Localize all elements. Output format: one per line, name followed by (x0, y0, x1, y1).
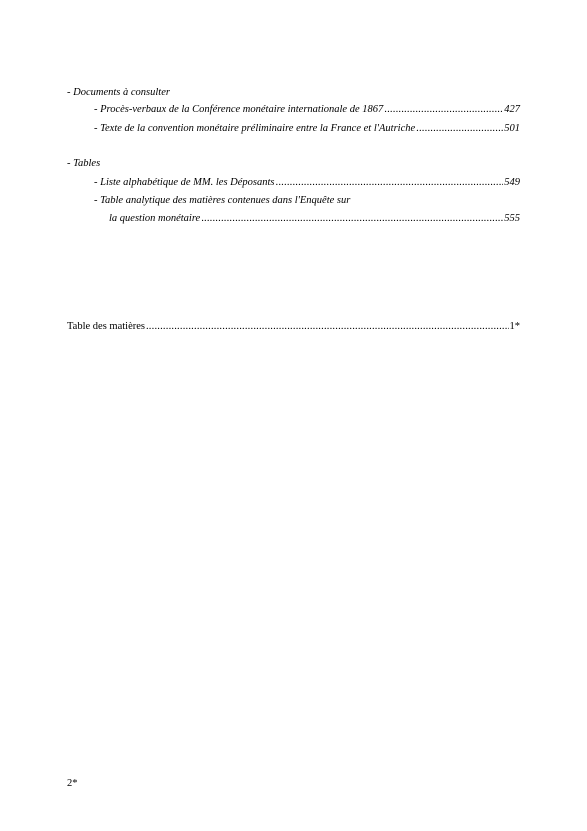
toc-page-number: 427 (504, 104, 520, 115)
leader-dots (201, 212, 503, 226)
toc-entry-label: Table des matières (67, 321, 145, 332)
toc-entry-label: la question monétaire (109, 213, 201, 224)
toc-entry-table-analytique-line1[interactable]: - Table analytique des matières contenues dans l'Enquête sur (94, 195, 351, 206)
toc-entry-liste-deposants[interactable] (94, 176, 520, 190)
toc-page-number: 549 (504, 177, 520, 188)
toc-page-number: 501 (504, 123, 520, 134)
toc-entry-table-des-matieres[interactable] (67, 320, 520, 334)
toc-entry-convention[interactable] (94, 122, 520, 136)
toc-entry-proces-verbaux[interactable] (94, 103, 520, 117)
toc-page-number: 1* (509, 321, 520, 332)
toc-entry-label: - Liste alphabétique de MM. les Déposants (94, 177, 275, 188)
leader-dots (416, 122, 503, 136)
leader-dots (384, 103, 503, 117)
toc-entry-label: - Texte de la convention monétaire préliminaire entre la France et l'Autriche (94, 123, 416, 134)
footer-page-number: 2* (67, 778, 78, 789)
toc-entry-label: - Procès-verbaux de la Conférence monétaire internationale de 1867 (94, 104, 384, 115)
section-heading-tables: - Tables (67, 158, 101, 169)
toc-page-number: 555 (504, 213, 520, 224)
leader-dots (146, 320, 509, 334)
section-heading-documents: - Documents à consulter (67, 87, 170, 98)
toc-entry-table-analytique[interactable] (109, 212, 520, 226)
leader-dots (276, 176, 504, 190)
